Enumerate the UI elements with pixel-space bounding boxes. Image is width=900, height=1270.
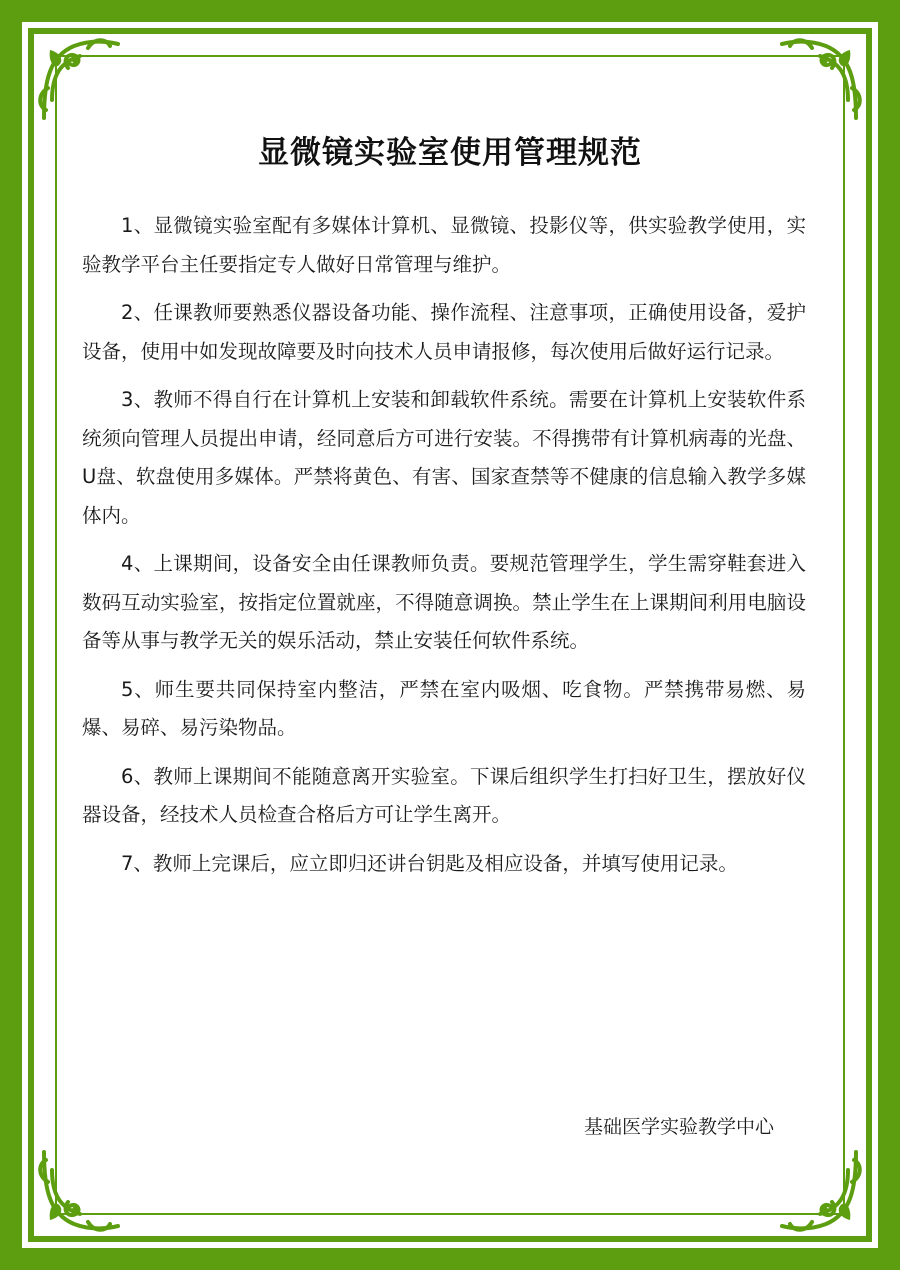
rule-paragraph: 7、教师上完课后，应立即归还讲台钥匙及相应设备，并填写使用记录。 [121,851,738,875]
issuer-signature: 基础医学实验教学中心 [583,1116,774,1138]
corner-ornament-icon [774,1144,870,1240]
corner-ornament-icon [30,30,126,126]
rule-paragraph: 1、显微镜实验室配有多媒体计算机、显微镜、投影仪等，供实验教学使用，实验教学平台主任要指定专人做好日常管理与维护。 [82,214,806,276]
corner-ornament-icon [774,30,870,126]
rule-paragraph: 2、任课教师要熟悉仪器设备功能、操作流程、注意事项，正确使用设备，爱护设备，使用中如发现故障要及时向技术人员申请报修，每次使用后做好运行记录。 [82,301,806,363]
rule-paragraph: 5、师生要共同保持室内整洁，严禁在室内吸烟、吃食物。严禁携带易燃、易爆、易碎、易污染物品。 [82,677,806,739]
rule-paragraph: 4、上课期间，设备安全由任课教师负责。要规范管理学生，学生需穿鞋套进入数码互动实验室，按指定位置就座，不得随意调换。禁止学生在上课期间利用电脑设备等从事与教学无关的娱乐活动，禁止安装任何软件系统。 [82,552,806,652]
corner-ornament-icon [30,1144,126,1240]
page-title: 显微镜实验室使用管理规范 [258,135,642,171]
rules-body [82,207,806,893]
rule-paragraph: 6、教师上课期间不能随意离开实验室。下课后组织学生打扫好卫生，摆放好仪器设备，经技术人员检查合格后方可让学生离开。 [82,764,806,826]
rule-paragraph: 3、教师不得自行在计算机上安装和卸载软件系统。需要在计算机上安装软件系统须向管理人员提出申请，经同意后方可进行安装。不得携带有计算机病毒的光盘、U盘、软盘使用多媒体。严禁将黄色、有害、国家查禁等不健康的信息输入教学多媒体内。 [82,388,806,527]
